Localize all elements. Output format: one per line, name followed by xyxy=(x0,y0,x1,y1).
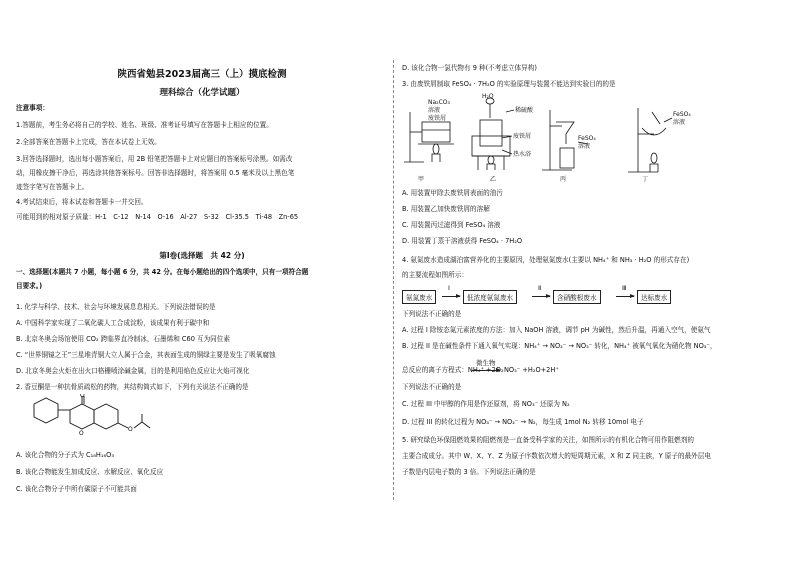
atomic-mass-line: 可能用到的相对原子质量：H-1 C-12 N-14 O-16 Al-27 S-32 Cl-35.5 Ti-48 Zn-65 xyxy=(16,213,299,221)
note-item: 迹签字笔写在答题卡上。 xyxy=(16,183,89,191)
question-2-option: C. 该化合物分子中所有碳原子不可能共面 xyxy=(16,485,137,493)
flow-arrow xyxy=(532,296,550,297)
label-solution-2: 溶液 xyxy=(578,143,591,150)
note-item: 2.全部答案在答题卡上完成，答在本试卷上无效。 xyxy=(16,138,161,146)
question-2-stem: 2. 香豆酮是一种抗骨质疏松的药物，其结构简式如下，下列有关说法不正确的是 xyxy=(16,383,249,391)
section-title: 第Ⅰ卷(选择题 共 42 分) xyxy=(159,251,245,260)
question-4-prompt: 下列说法不正确的是 xyxy=(402,310,462,318)
label-dilute-acid: 稀硫酸 xyxy=(515,107,534,114)
svg-text:O: O xyxy=(80,394,85,399)
note-item: 1.答题前，考生务必将自己的学校、姓名、班级、准考证号填写在答题卡上相应的位置。 xyxy=(16,121,273,129)
question-4-stem: 的主要流程如图所示： xyxy=(402,271,468,279)
flow-arrow xyxy=(442,296,460,297)
apparatus-figure xyxy=(402,92,782,182)
label-solution: 溶液 xyxy=(428,107,441,114)
flow-step-label: Ⅱ xyxy=(538,284,542,292)
label-na2co3: Na₂CO₃ xyxy=(428,99,450,106)
apparatus-label: 丙 xyxy=(560,176,567,182)
label-solution-3: 溶液 xyxy=(673,119,686,126)
question-3-option: A. 用装置甲除去废铁屑表面的油污 xyxy=(402,189,503,197)
flow-arrow xyxy=(616,296,634,297)
question-3-option: B. 用装置乙加快废铁屑的溶解 xyxy=(402,205,490,213)
question-4-option: A. 过程 I 除铵态氮元素浓度的方法：加入 NaOH 溶液，调节 pH 为碱性，然后升温，再通入空气，使氨气 xyxy=(402,326,711,334)
label-h2o: H₂O xyxy=(482,93,494,100)
question-4-option: D. 过程 III 的转化过程为 NO₃⁻ → NO₂⁻ → N₂，每生成 1mol N₂ 转移 10mol 电子 xyxy=(402,418,644,426)
page-subtitle: 理科综合（化学试题） xyxy=(159,88,245,98)
apparatus-label: 丁 xyxy=(642,176,649,182)
section-intro: 一、选择题(本题共 7 小题，每小题 6 分，共 42 分。在每小题给出的四个选项中，只有一项符合题 xyxy=(16,268,309,276)
question-1-stem: 1. 化学与科学、技术、社会与环境发展息息相关。下列说法错误的是 xyxy=(16,303,216,311)
flow-box: 达标废水 xyxy=(637,290,671,304)
equation-left: 总反应的离子方程式：NH₄⁺ +2O₂ xyxy=(402,366,504,374)
label-scrap: 废铁屑 xyxy=(428,115,447,122)
question-5-stem: 主要合成成分。其中 W、X、Y、Z 为原子序数依次增大的短周期元素，X 和 Z 同主族，Y 原子的最外层电 xyxy=(402,452,711,460)
section-intro: 目要求。) xyxy=(16,282,43,290)
question-3-stem: 3. 由废铁屑制取 FeSO₄ · 7H₂O 的实验原理与装置不能达到实验目的的是 xyxy=(402,80,616,88)
equation-right: NO₃⁻ +H₂O+2H⁺ xyxy=(504,366,559,374)
flow-step-label: Ⅰ xyxy=(448,284,450,292)
apparatus-label: 乙 xyxy=(490,176,497,182)
question-3-option: D. 用装置丁蒸干溶液获得 FeSO₄ · 7H₂O xyxy=(402,237,523,245)
label-hot-bath: 热水浴 xyxy=(513,151,532,158)
question-4-option: B. 过程 II 是在碱性条件下通入氧气实现：NH₄⁺ → NO₂⁻ → NO₃⁻ 转化，NH₄⁺ 被氧气氧化为硝化物 NO₃⁻， xyxy=(402,342,717,350)
svg-text:O: O xyxy=(79,430,84,437)
notes-heading: 注意事项： xyxy=(16,104,49,112)
question-1-option: D. 北京冬奥会火炬在出火口格栅喷涂碱金属，目的是利用焰色反应让火焰可视化 xyxy=(16,367,250,375)
flow-box: 氨氮废水 xyxy=(402,290,436,304)
column-divider xyxy=(393,60,394,500)
question-2-option: B. 该化合物能发生加成反应、水解反应、氧化反应 xyxy=(16,468,164,476)
question-5-stem: 5. 研究绿色环保阻燃效果的阻燃剂是一直备受科学家的关注，如图所示的有机化合物可用作阻燃剂的 xyxy=(402,436,694,444)
question-3-option: C. 用装置丙过滤得到 FeSO₄ 溶液 xyxy=(402,221,501,229)
svg-text:O: O xyxy=(128,426,133,433)
note-item: 3.回答选择题时，选出每小题答案后，用 2B 铅笔把答题卡上对应题目的答案标号涂黑。如需改 xyxy=(16,155,293,163)
label-scrap-2: 废铁屑 xyxy=(513,133,532,140)
question-4-prompt-2: 下列说法不正确的是 xyxy=(402,383,462,391)
question-5-stem: 子数是内层电子数的 3 倍。下列说法正确的是 xyxy=(402,468,536,476)
molecule-structure xyxy=(20,394,160,444)
flow-box: 低浓度氨氮废水 xyxy=(463,290,517,304)
label-feso4-2: FeSO₄ xyxy=(673,111,691,118)
question-4-stem: 4. 氨氮废水造成湖泊富营养化的主要原因，处理氨氮废水(主要以 NH₄⁺ 和 NH₃ · H₂O 的形式存在) xyxy=(402,256,690,264)
apparatus-label: 甲 xyxy=(418,176,425,182)
label-feso4: FeSO₄ xyxy=(578,135,596,142)
flow-step-label: Ⅲ xyxy=(622,284,627,292)
question-4-option: C. 过程 III 中甲醇的作用是作还原剂，将 NO₃⁻ 还原为 N₂ xyxy=(402,400,570,408)
question-2-option-d: D. 该化合物一氯代物有 9 种(不考虑立体异构) xyxy=(402,64,537,72)
page-title: 陕西省勉县2023届高三（上）摸底检测 xyxy=(117,69,287,80)
note-item: 动，用橡皮擦干净后，再选涂其他答案标号。回答非选择题时，将答案用 0.5 毫米及以上黑色笔 xyxy=(16,169,295,177)
equation-arrow xyxy=(472,370,500,371)
question-1-option: A. 中国科学家实现了二氧化碳人工合成淀粉，该成果有利于碳中和 xyxy=(16,319,210,327)
flow-box: 含硝酸根废水 xyxy=(553,290,601,304)
note-item: 4.考试结束后，将本试卷和答题卡一并交回。 xyxy=(16,198,148,206)
question-2-option: A. 该化合物的分子式为 C₁₈H₁₆O₃ xyxy=(16,451,114,459)
question-1-option: B. 北京冬奥会场馆使用 CO₂ 跨临界直冷制冰，石墨烯和 C60 互为同位素 xyxy=(16,335,230,343)
equation-condition: 微生物 xyxy=(476,359,496,367)
question-1-option: C. “世界铜镜之王”三星堆青铜大立人属于合金，其表面生成的铜绿主要是发生了吸氧腐蚀 xyxy=(16,351,276,359)
